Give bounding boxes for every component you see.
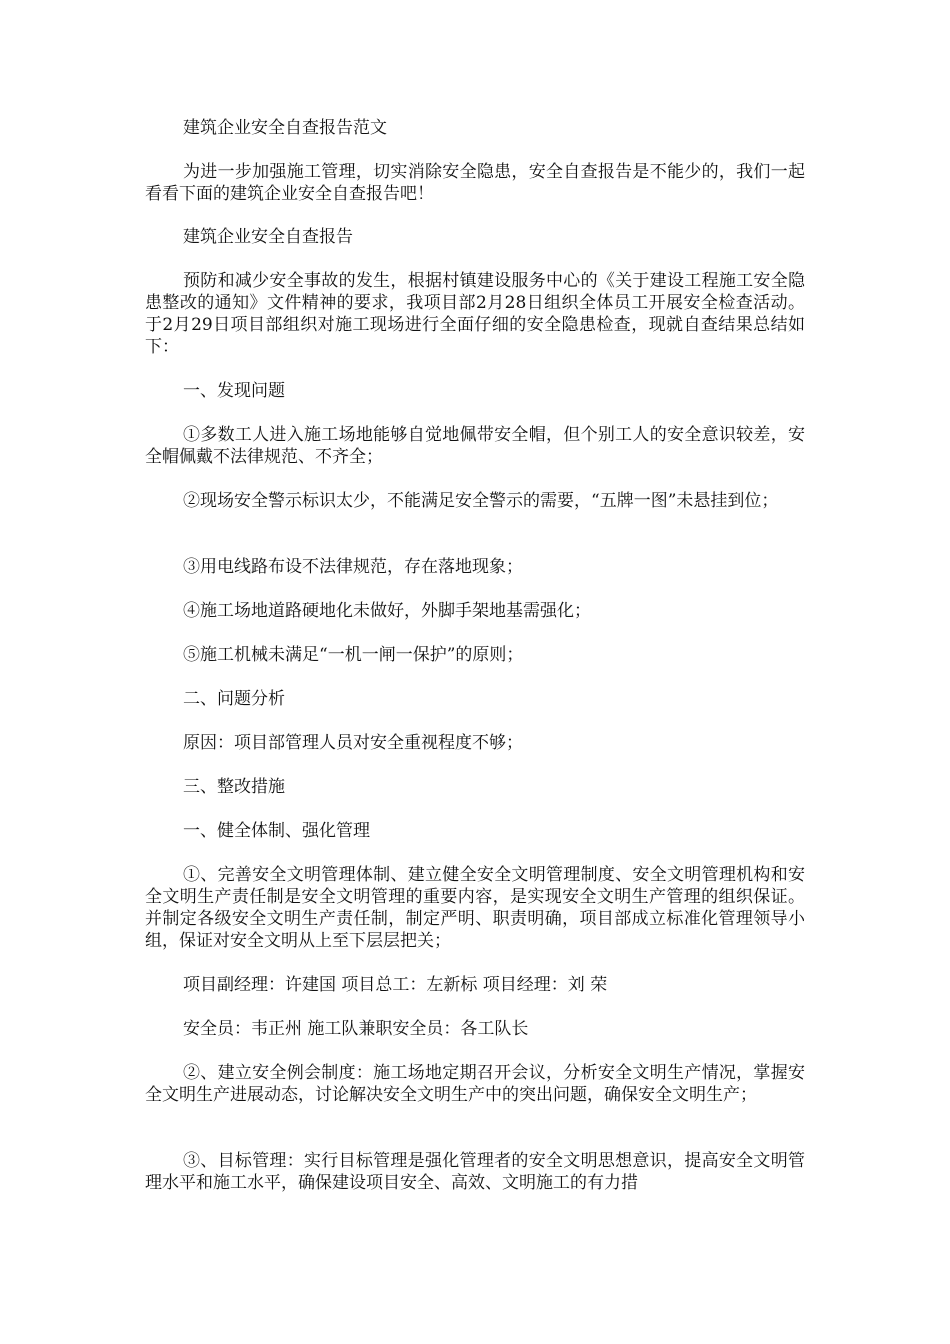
section-heading-measures: 三、整改措施 [183, 777, 285, 797]
report-heading: 建筑企业安全自查报告 [183, 227, 353, 247]
background-paragraph: 预防和减少安全事故的发生，根据村镇建设服务中心的《关于建设工程施工安全隐患整改的通知》文件精神的要求，我项目部2月28日组织全体员工开展安全检查活动。于2月29日项目部组织对施工现场进行全面仔细的安全隐患检查，现就自查结果总结如下： [145, 271, 805, 357]
problem-item-3: ③用电线路布设不法律规范，存在落地现象； [183, 557, 523, 577]
intro-paragraph: 为进一步加强施工管理，切实消除安全隐患，安全自查报告是不能少的，我们一起看看下面的建筑企业安全自查报告吧！ [145, 162, 805, 204]
measure-item-3: ③、目标管理：实行目标管理是强化管理者的安全文明思想意识，提高安全文明管理水平和施工水平，确保建设项目安全、高效、文明施工的有力措 [145, 1151, 805, 1193]
staff-list-1: 项目副经理：许建国 项目总工：左新标 项目经理：刘 荣 [183, 975, 608, 995]
section-heading-analysis: 二、问题分析 [183, 689, 285, 709]
problem-item-5: ⑤施工机械未满足“一机一闸一保护”的原则； [183, 645, 524, 665]
problem-item-4: ④施工场地道路硬地化未做好，外脚手架地基需强化； [183, 601, 591, 621]
problem-item-1: ①多数工人进入施工场地能够自觉地佩带安全帽，但个别工人的安全意识较差，安全帽佩戴不法律规范、不齐全； [145, 425, 805, 467]
problem-item-2: ②现场安全警示标识太少，不能满足安全警示的需要，“五牌一图”未悬挂到位； [183, 491, 779, 511]
document-page [145, 0, 805, 1344]
subsection-heading-system: 一、健全体制、强化管理 [183, 821, 370, 841]
staff-list-2: 安全员：韦正州 施工队兼职安全员：各工队长 [183, 1019, 529, 1039]
document-title: 建筑企业安全自查报告范文 [183, 118, 387, 138]
measure-item-1: ①、完善安全文明管理体制、建立健全安全文明管理制度、安全文明管理机构和安全文明生产责任制是安全文明管理的重要内容，是实现安全文明生产管理的组织保证。并制定各级安全文明生产责任制，制定严明、职责明确，项目部成立标准化管理领导小组，保证对安全文明从上至下层层把关； [145, 865, 805, 951]
section-heading-problems: 一、发现问题 [183, 381, 285, 401]
measure-item-2: ②、建立安全例会制度：施工场地定期召开会议，分析安全文明生产情况，掌握安全文明生产进展动态，讨论解决安全文明生产中的突出问题，确保安全文明生产； [145, 1063, 805, 1105]
analysis-paragraph: 原因：项目部管理人员对安全重视程度不够； [183, 733, 523, 753]
